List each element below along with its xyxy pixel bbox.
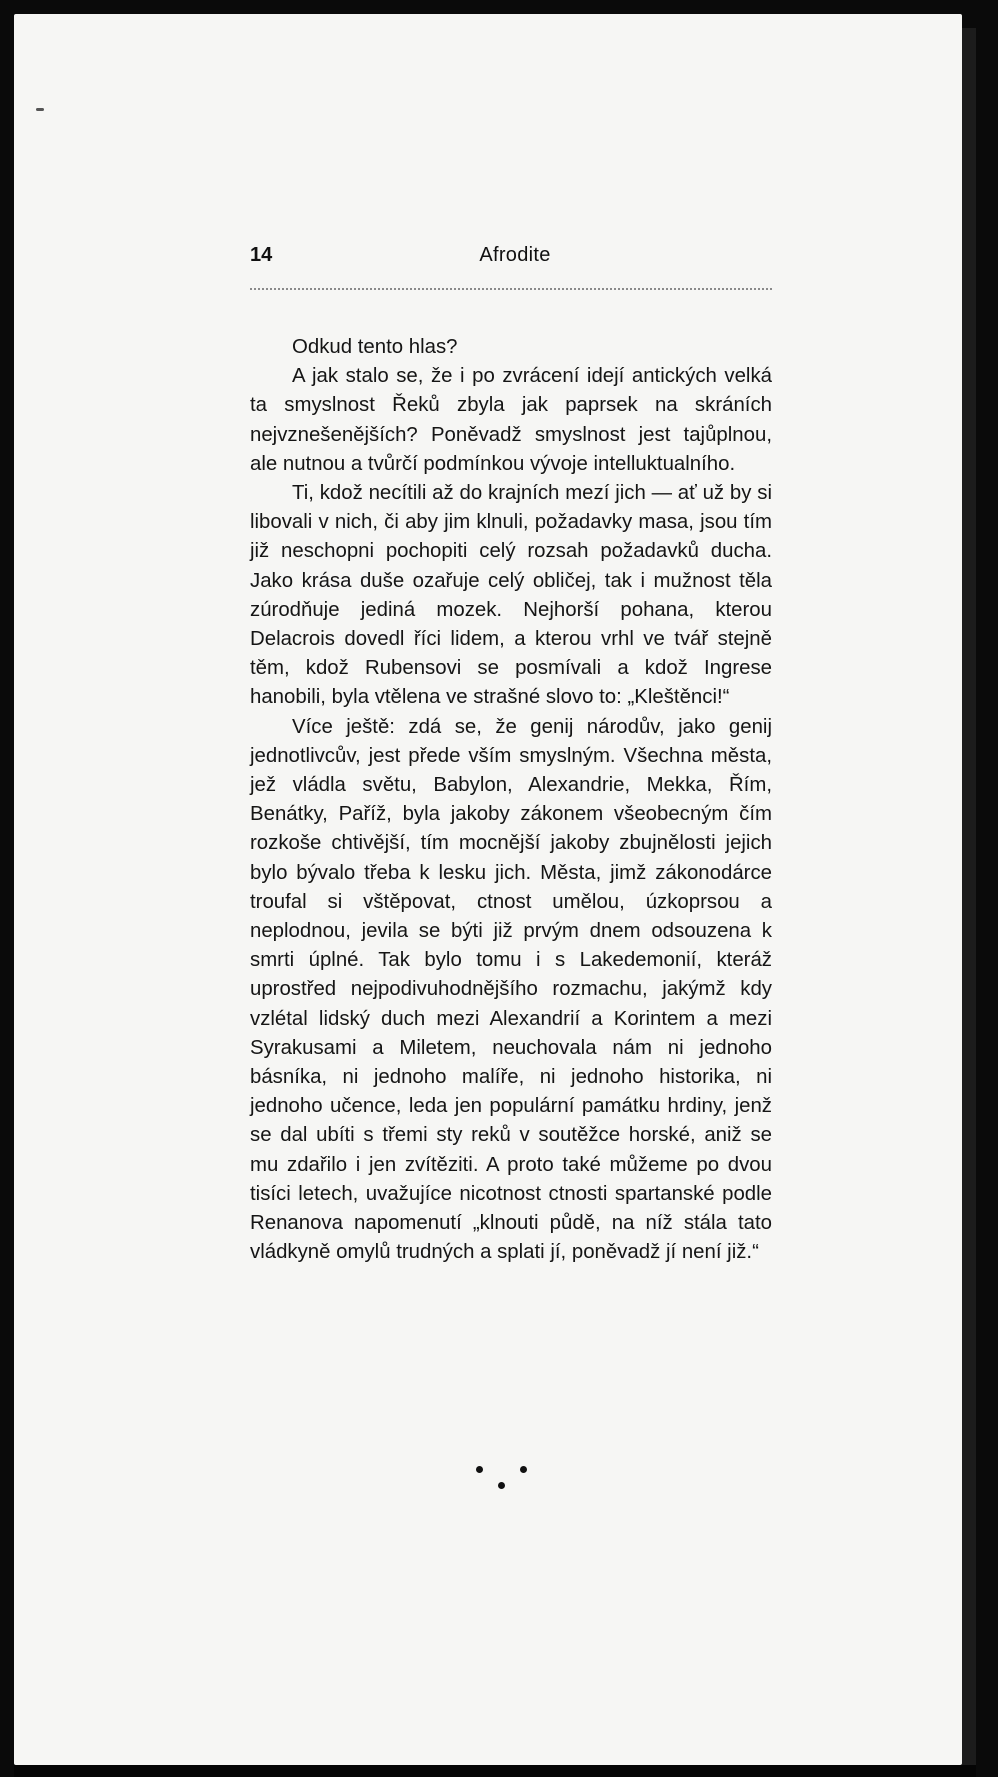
scan-speck <box>36 108 44 111</box>
asterism-dot-icon <box>520 1466 527 1473</box>
header-rule <box>250 288 772 290</box>
paragraph: Ti, kdož necítili až do krajních mezí jich — ať už by si libovali v nich, či aby jim klnuli, požadavky masa, jsou tím již neschopni pochopiti celý rozsah požadavků ducha. Jako krása duše ozařuje celý obličej, tak i mužnost těla zúrodňuje jediná mozek. Nejhorší pohana, kterou Delacrois dovedl říci lidem, a kterou vrhl ve tvář stejně těm, kdož Rubensovi se posmívali a kdož Ingrese hanobili, byla vtělena ve strašné slovo to: „Kleštěnci!“ <box>250 482 772 709</box>
paragraph: A jak stalo se, že i po zvrácení idejí antických velká ta smyslnost Řeků zbyla jak paprsek na skráních nejvznešenějších? Poněvadž smyslnost jest tajůplnou, ale nutnou a tvůrčí podmínkou vývoje intelluktualního. <box>250 365 772 475</box>
paragraph: Odkud tento hlas? <box>292 336 458 358</box>
page-number: 14 <box>250 244 273 266</box>
body-text <box>250 333 772 1268</box>
asterism-dot-icon <box>476 1466 483 1473</box>
asterism-dot-icon <box>498 1482 505 1489</box>
page-edge-shadow-bottom <box>14 1765 976 1777</box>
running-title: Afrodite <box>479 244 551 266</box>
paragraph: Více ještě: zdá se, že genij národův, jako genij jednotlivcův, jest přede vším smyslným. Všechna města, jež vládla světu, Babylon, Alexandrie, Mekka, Řím, Benátky, Paříž, byla jakoby zákonem všeobecným čím rozkoše chtivější, tím mocnější jakoby zbujnělosti jejich bylo bývalo třeba k lesku jich. Města, jimž zákonodárce troufal si vštěpovat, ctnost umělou, úzkoprsou a neplodnou, jevila se býti již prvým dnem odsouzena k smrti úplné. Tak bylo tomu i s Lakedemonií, kteráž uprostřed nejpodivuhodnějšího rozmachu, jakýmž kdy vzlétal lidský duch mezi Alexandrií a Korintem a mezi Syrakusami a Miletem, neuchovala nám ni jednoho básníka, ni jednoho malíře, ni jednoho historika, ni jednoho učence, leda jen populární památku hrdiny, jenž se dal ubíti s třemi sty reků v soutěžce horské, aniž se mu zdařilo i jen zvítěziti. A proto také můžeme po dvou tisíci letech, uvažujíce nicotnost ctnosti spartanské podle Renanova napomenutí „klnouti půdě, na níž stála tato vládkyně omylů trudných a splati jí, poněvadž jí není již.“ <box>250 715 772 1264</box>
section-break-ornament <box>466 1462 546 1492</box>
running-head <box>250 244 780 274</box>
page-edge-shadow-right <box>962 28 976 1765</box>
